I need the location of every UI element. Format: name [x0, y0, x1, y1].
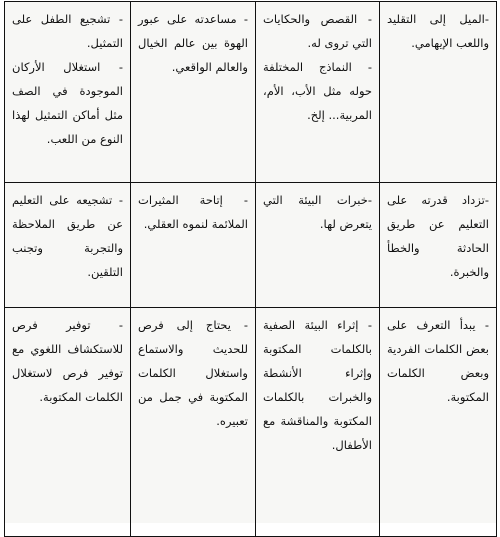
table-row — [5, 308, 497, 537]
table-cell — [256, 308, 380, 537]
cell-text: - يبدأ التعرف على بعض الكلمات الفردية وبعض الكلمات المكتوبة. — [387, 318, 489, 404]
document-page — [4, 1, 496, 523]
table-cell — [131, 308, 256, 537]
table-cell — [256, 183, 380, 308]
table-cell — [131, 183, 256, 308]
cell-text: -الميل إلى التقليد واللعب الإيهامي. — [387, 12, 489, 50]
cell-text: -تزداد قدرته على التعليم عن طريق الحادثة والخطأ والخبرة. — [387, 193, 489, 279]
table-row — [5, 2, 497, 183]
cell-text: - مساعدته على عبور الهوة بين عالم الخيال والعالم الواقعي. — [138, 12, 248, 74]
cell-text: - تشجيعه على التعليم عن طريق الملاحظة والتجربة وتجنب التلقين. — [12, 193, 123, 279]
cell-text: - استغلال الأركان الموجودة في الصف مثل أماكن التمثيل لهذا النوع من اللعب. — [12, 60, 123, 146]
cell-text: - النماذج المختلفة حوله مثل الأب، الأم، المربية... إلخ. — [263, 60, 372, 122]
table-cell — [5, 183, 131, 308]
cell-text: - القصص والحكايات التي تروى له. — [263, 12, 372, 50]
table-cell — [256, 2, 380, 183]
table-cell — [5, 2, 131, 183]
cell-text: - إتاحة المثيرات الملائمة لنموه العقلي. — [138, 193, 248, 231]
table-cell — [5, 308, 131, 537]
table-cell — [380, 2, 497, 183]
cell-text: - إثراء البيئة الصفية بالكلمات المكتوبة وإثراء الأنشطة والخبرات بالكلمات المكتوبة والمناقشة مع الأطفال. — [263, 318, 372, 452]
cell-text: - تشجيع الطفل على التمثيل. — [12, 12, 123, 50]
table-cell — [380, 183, 497, 308]
cell-text: -خبرات البيئة التي يتعرض لها. — [263, 193, 372, 231]
table-cell — [380, 308, 497, 537]
table-row — [5, 183, 497, 308]
development-table — [4, 1, 497, 537]
cell-text: - يحتاج إلى فرص للحديث والاستماع واستغلال الكلمات المكتوبة في جمل من تعبيره. — [138, 318, 248, 428]
table-cell — [131, 2, 256, 183]
cell-text: - توفير فرص للاستكشاف اللغوي مع توفير فرص لاستغلال الكلمات المكتوبة. — [12, 318, 123, 404]
